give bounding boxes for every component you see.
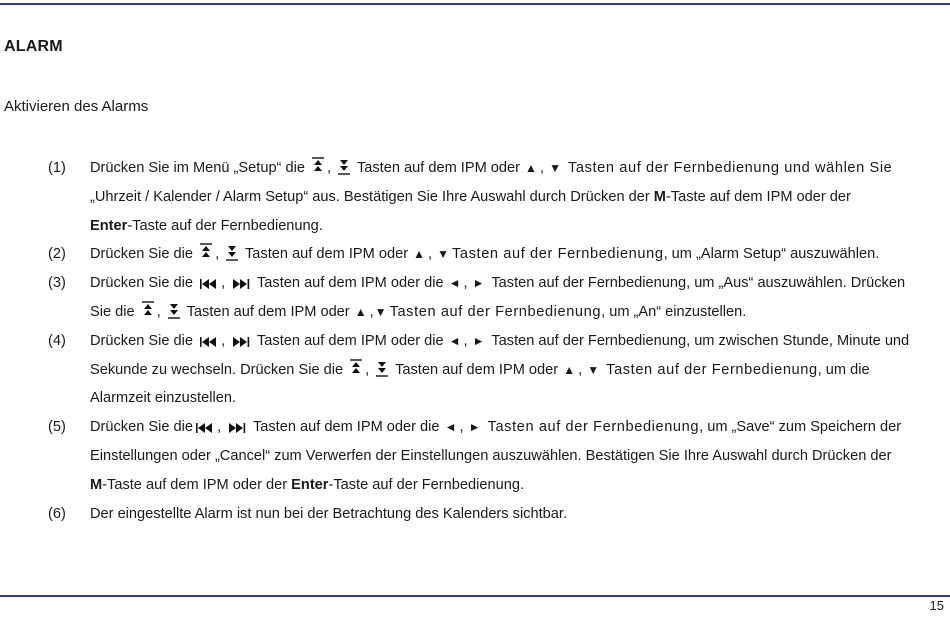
remote-left-arrow-icon: ◄: [448, 333, 461, 348]
remote-right-arrow-icon: ►: [472, 276, 485, 291]
m-key-label: M: [653, 188, 666, 205]
enter-key-label: Enter: [291, 476, 329, 493]
remote-right-arrow-icon: ►: [468, 420, 481, 435]
step-5: [0, 413, 950, 499]
step-number: (1): [48, 160, 66, 176]
section-subtitle: Aktivieren des Alarms: [4, 98, 149, 115]
step-number: (4): [48, 332, 66, 349]
instruction-list: [0, 154, 950, 528]
ipm-next-key-icon: [231, 336, 251, 348]
remote-left-arrow-icon: ◄: [444, 420, 457, 435]
ipm-down-key-icon: [225, 243, 239, 261]
step-number: (3): [48, 275, 66, 292]
header-rule: [0, 3, 950, 5]
remote-left-arrow-icon: ◄: [448, 276, 461, 291]
remote-down-arrow-icon: ▼: [549, 161, 561, 175]
step-number: (6): [48, 505, 66, 522]
step-6: [0, 500, 950, 529]
remote-down-arrow-icon: ▼: [374, 304, 387, 319]
ipm-down-key-icon: [167, 301, 181, 319]
ipm-previous-key-icon: [195, 422, 215, 434]
remote-right-arrow-icon: ►: [472, 333, 485, 348]
step-text: Drücken Sie die , Tasten auf dem IPM oder die ◄ , ► Tasten auf der Fernbedienung, um „Aus“ auszuwählen. Drücken Sie die , Tasten auf dem IPM oder ▲ ,▼ Tasten auf der Fernbedienung, um „An“ einzustellen.: [90, 275, 906, 320]
step-3: [0, 269, 950, 327]
step-text: Drücken Sie im Menü „Setup“ die , Tasten auf dem IPM oder ▲ , ▼ Tasten auf der Fernbedienung und wählen Sie „Uhrzeit / Kalender / Alarm Setup“ aus. Bestätigen Sie Ihre Auswahl durch Drücken der M-Taste auf dem IPM oder der Enter-Taste auf der Fernbedienung.: [90, 154, 940, 240]
footer-rule: [0, 595, 950, 597]
step-number: (2): [48, 246, 66, 263]
step-1: [0, 154, 950, 240]
step-2: [0, 240, 950, 269]
ipm-previous-key-icon: [199, 278, 219, 290]
step-4: [0, 327, 950, 413]
page-number: 15: [929, 598, 944, 613]
step-text: Drücken Sie die , Tasten auf dem IPM oder die ◄ , ► Tasten auf der Fernbedienung, um „Save“ zum Speichern der Einstellungen oder „Cancel“ zum Verwerfen der Einstellungen auszuwählen. Bestätigen Sie Ihre Auswahl durch Drücken der M-Taste auf dem IPM oder der Enter-Taste auf der Fernbedienung.: [90, 419, 902, 493]
ipm-up-key-icon: [311, 157, 325, 175]
m-key-label: M: [90, 476, 103, 493]
enter-key-label: Enter: [90, 217, 128, 234]
remote-down-arrow-icon: ▼: [587, 362, 600, 377]
ipm-up-key-icon: [199, 243, 213, 261]
ipm-down-key-icon: [337, 157, 351, 175]
ipm-next-key-icon: [231, 278, 251, 290]
step-number: (5): [48, 419, 66, 436]
page-title: ALARM: [4, 38, 63, 55]
step-text: Der eingestellte Alarm ist nun bei der Betrachtung des Kalenders sichtbar.: [90, 505, 567, 522]
remote-up-arrow-icon: ▲: [413, 247, 426, 262]
remote-down-arrow-icon: ▼: [437, 247, 450, 262]
ipm-up-key-icon: [349, 359, 363, 377]
ipm-previous-key-icon: [199, 336, 219, 348]
ipm-next-key-icon: [227, 422, 247, 434]
step-text: Drücken Sie die , Tasten auf dem IPM oder ▲ , ▼ Tasten auf der Fernbedienung, um „Alarm Setup“ auszuwählen.: [90, 240, 940, 269]
remote-up-arrow-icon: ▲: [354, 304, 367, 319]
ipm-down-key-icon: [375, 359, 389, 377]
ipm-up-key-icon: [141, 301, 155, 319]
remote-up-arrow-icon: ▲: [525, 161, 537, 175]
step-text: Drücken Sie die , Tasten auf dem IPM oder die ◄ , ► Tasten auf der Fernbedienung, um zwischen Stunde, Minute und Sekunde zu wechseln. Drücken Sie die , Tasten auf dem IPM oder ▲ , ▼ Tasten auf der Fernbedienung, um die Alarmzeit einzustellen.: [90, 332, 910, 407]
remote-up-arrow-icon: ▲: [563, 362, 576, 377]
